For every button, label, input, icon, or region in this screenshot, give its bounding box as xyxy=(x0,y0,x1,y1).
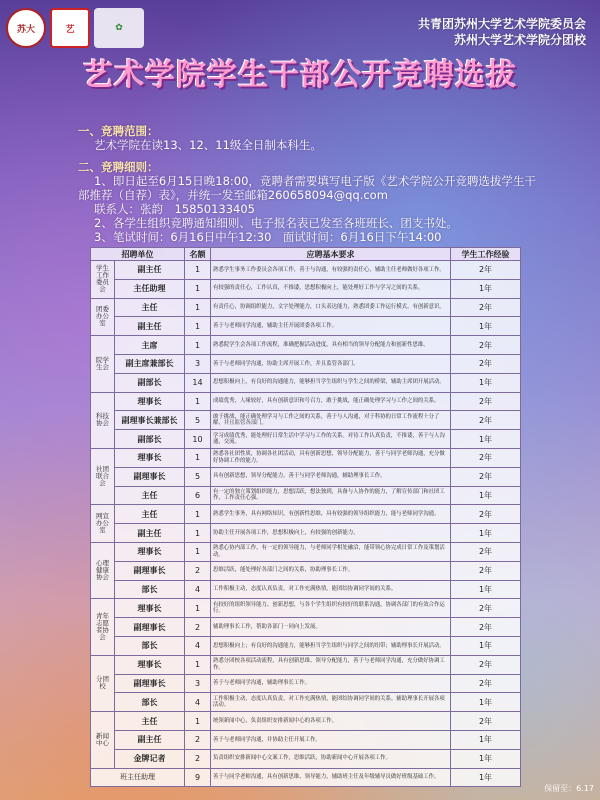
unit-cell: 团委办公室 xyxy=(91,298,115,336)
table-row xyxy=(91,411,521,430)
requirement-cell: 学习成绩优秀，能处理好日常生活中学习与工作的关系。对待工作认真负责，不推诿，善于与人沟通，交流。 xyxy=(211,430,451,449)
count-cell: 1 xyxy=(185,599,211,618)
requirement-cell: 有较强的责任心，工作认真，不推诿，思想积极向上，能处理好工作与学习之间的关系。 xyxy=(211,279,451,298)
experience-cell: 2年 xyxy=(451,618,521,637)
table-row xyxy=(91,712,521,731)
art-college-logo-icon: 艺 xyxy=(50,8,90,48)
requirement-cell: 思维活跃，能处理好各部门之间的关系，协助理事长工作。 xyxy=(211,561,451,580)
count-cell: 4 xyxy=(185,580,211,599)
experience-cell: 2年 xyxy=(451,392,521,411)
table-row xyxy=(91,336,521,355)
position-cell: 部长 xyxy=(115,693,185,712)
header-experience: 学生工作经验 xyxy=(451,248,521,261)
logo-group xyxy=(6,8,144,48)
position-cell: 部长 xyxy=(115,580,185,599)
position-cell: 副主任 xyxy=(115,317,185,336)
scope-section xyxy=(78,124,538,152)
experience-cell: 1年 xyxy=(451,693,521,712)
count-cell: 1 xyxy=(185,542,211,561)
position-cell: 副部长 xyxy=(115,430,185,449)
table-row xyxy=(91,486,521,505)
table-row xyxy=(91,580,521,599)
table-row xyxy=(91,655,521,674)
experience-cell: 1年 xyxy=(451,373,521,392)
unit-cell: 青年志愿者协会 xyxy=(91,599,115,655)
requirement-cell: 负责组织安排新闻中心文案工作，思维活跃，协助新闻中心开展各项工作。 xyxy=(211,749,451,768)
experience-cell: 1年 xyxy=(451,430,521,449)
count-cell: 1 xyxy=(185,655,211,674)
requirement-cell: 工作积极主动，态度认真负责，对工作充满热情，能团结协调同学间的关系。 xyxy=(211,580,451,599)
details-heading: 二、竞聘细则： xyxy=(78,160,159,174)
table-row xyxy=(91,636,521,655)
count-cell: 1 xyxy=(185,448,211,467)
branch-school-logo-icon: ✿ xyxy=(94,8,144,48)
table-row xyxy=(91,317,521,336)
experience-cell: 1年 xyxy=(451,749,521,768)
organizer-text xyxy=(418,16,586,48)
position-cell: 副理事长 xyxy=(115,467,185,486)
count-cell: 1 xyxy=(185,261,211,280)
experience-cell: 2年 xyxy=(451,561,521,580)
count-cell: 4 xyxy=(185,636,211,655)
details-item-2: 2、各学生组织竞聘通知细则、电子报名表已发至各班班长、团支书处。 xyxy=(94,216,458,230)
header-count: 名额 xyxy=(185,248,211,261)
table-row xyxy=(91,354,521,373)
position-cell: 主任 xyxy=(115,505,185,524)
position-cell: 金牌记者 xyxy=(115,749,185,768)
table-row xyxy=(91,599,521,618)
requirement-cell: 成绩优秀，人缘较好，具有创新意识和号召力，敢于挑战，能正确处理学习与工作之间的关系。 xyxy=(211,392,451,411)
table-row xyxy=(91,279,521,298)
position-cell: 主任 xyxy=(115,712,185,731)
table-row xyxy=(91,505,521,524)
poster-title: 艺术学院学生干部公开竞聘选拔 xyxy=(83,58,517,93)
count-cell: 9 xyxy=(185,768,211,787)
unit-cell: 院学生会 xyxy=(91,336,115,392)
position-cell: 主任 xyxy=(115,298,185,317)
experience-cell: 2年 xyxy=(451,712,521,731)
experience-cell: 1年 xyxy=(451,768,521,787)
experience-cell: 2年 xyxy=(451,354,521,373)
unit-cell: 班主任助理 xyxy=(91,768,185,787)
table-body xyxy=(91,261,521,787)
table-row xyxy=(91,298,521,317)
table-row xyxy=(91,467,521,486)
count-cell: 2 xyxy=(185,730,211,749)
position-cell: 副主任 xyxy=(115,261,185,280)
requirement-cell: 有一定的独立策划组织能力，思想活跃，想法独到，具备与人协作的能力，了解宣传部门和社团工作，工作责任心强。 xyxy=(211,486,451,505)
position-cell: 副理事长 xyxy=(115,618,185,637)
count-cell: 4 xyxy=(185,693,211,712)
position-cell: 理事长 xyxy=(115,599,185,618)
count-cell: 3 xyxy=(185,674,211,693)
requirement-cell: 有较好的组织领导能力、创新思想，与各个学生组织有较好的联系沟通，协调各部门的有效合作运行。 xyxy=(211,599,451,618)
requirement-cell: 熟悉分团校各项活动流程，具有创新思维、领导分配能力，善于与老师同学沟通，充分做好协调工作。 xyxy=(211,655,451,674)
details-section xyxy=(78,160,538,244)
count-cell: 5 xyxy=(185,411,211,430)
table-row xyxy=(91,261,521,280)
experience-cell: 2年 xyxy=(451,411,521,430)
experience-cell: 2年 xyxy=(451,655,521,674)
unit-cell: 学生工作委员会 xyxy=(91,261,115,299)
requirement-cell: 熟悉各社团性质，协调各社团活动，具有创新思想，领导分配能力，善于与同学老师沟通，充分做好协调工作的能力。 xyxy=(211,448,451,467)
table-row xyxy=(91,373,521,392)
requirement-cell: 敢于挑战，能正确处理学习与工作之间的关系，善于与人沟通，对于科协的日常工作流程十分了解，并且监管各部门。 xyxy=(211,411,451,430)
position-cell: 副理事长 xyxy=(115,561,185,580)
experience-cell: 1年 xyxy=(451,317,521,336)
count-cell: 1 xyxy=(185,279,211,298)
table-row xyxy=(91,542,521,561)
table-row xyxy=(91,618,521,637)
count-cell: 6 xyxy=(185,486,211,505)
count-cell: 1 xyxy=(185,317,211,336)
position-cell: 理事长 xyxy=(115,655,185,674)
position-cell: 部长 xyxy=(115,636,185,655)
experience-cell: 2年 xyxy=(451,448,521,467)
experience-cell: 1年 xyxy=(451,636,521,655)
position-cell: 副主任 xyxy=(115,524,185,543)
count-cell: 1 xyxy=(185,392,211,411)
details-item-1: 1、即日起至6月15日晚18:00，竞聘者需要填写电子版《艺术学院公开竞聘选拔学生干部推荐（自荐）表》，并统一发至邮箱260658094@qq.com xyxy=(78,174,536,202)
requirement-cell: 有责任心，协调组织能力，文字处理能力，口头表达能力，熟悉团委工作运行模式，有创新意识。 xyxy=(211,298,451,317)
requirement-cell: 思想积极向上，有良好的沟通能力，能够担当学生组织与学生之间的桥梁，辅助主席团开展活动。 xyxy=(211,373,451,392)
recruitment-table xyxy=(90,247,521,787)
count-cell: 2 xyxy=(185,618,211,637)
position-cell: 副理事长 xyxy=(115,674,185,693)
count-cell: 1 xyxy=(185,712,211,731)
position-cell: 理事长 xyxy=(115,392,185,411)
position-cell: 副主席兼部长 xyxy=(115,354,185,373)
requirement-cell: 善于与老师同学沟通，并协助主任开展工作。 xyxy=(211,730,451,749)
requirement-cell: 熟悉院学生会各项工作流程，准确把握活动进度，具有相当的领导分配能力和创新性思维。 xyxy=(211,336,451,355)
requirement-cell: 善于与老师同学沟通，协助主席开展工作，并且监管各部门。 xyxy=(211,354,451,373)
count-cell: 1 xyxy=(185,336,211,355)
requirement-cell: 熟悉心协内部工作，有一定的领导能力，与老师同学相处融洽，能带领心协完成日常工作及策划活动。 xyxy=(211,542,451,561)
requirement-cell: 具有创新思想，领导分配能力，善于与同学老师沟通，辅助理事长工作。 xyxy=(211,467,451,486)
unit-cell: 分团校 xyxy=(91,655,115,711)
unit-cell: 心理健康协会 xyxy=(91,542,115,598)
experience-cell: 2年 xyxy=(451,599,521,618)
table-row xyxy=(91,448,521,467)
requirement-cell: 辅助理事长工作，帮助各部门一同向上发展。 xyxy=(211,618,451,637)
position-cell: 主任 xyxy=(115,486,185,505)
experience-cell: 2年 xyxy=(451,542,521,561)
experience-cell: 2年 xyxy=(451,467,521,486)
table-header-row xyxy=(91,248,521,261)
scope-heading: 一、竞聘范围： xyxy=(78,124,159,138)
position-cell: 理事长 xyxy=(115,448,185,467)
scope-text: 艺术学院在读13、12、11级全日制本科生。 xyxy=(94,138,322,152)
organizer-line-1: 共青团苏州大学艺术学院委员会 xyxy=(417,17,586,31)
requirement-cell: 思想积极向上；有良好的沟通能力，能够担当学生组织与同学之间的纽带；辅助理事长开展活动。 xyxy=(211,636,451,655)
position-cell: 主任助理 xyxy=(115,279,185,298)
count-cell: 1 xyxy=(185,505,211,524)
table-row xyxy=(91,768,521,787)
position-cell: 主席 xyxy=(115,336,185,355)
table-row xyxy=(91,392,521,411)
experience-cell: 2年 xyxy=(451,505,521,524)
university-seal-icon: 苏大 xyxy=(6,8,46,48)
count-cell: 2 xyxy=(185,561,211,580)
position-cell: 副主任 xyxy=(115,730,185,749)
table-row xyxy=(91,749,521,768)
contact-line: 联系人：张韵 15850133405 xyxy=(94,202,255,216)
position-cell: 副部长 xyxy=(115,373,185,392)
table-row xyxy=(91,561,521,580)
requirement-cell: 统领新闻中心，负责组织安排新闻中心的各项工作。 xyxy=(211,712,451,731)
requirement-cell: 熟悉学生事务工作委员会各项工作，善于与沟通，有较强的责任心，辅助主任老师做好各项工作。 xyxy=(211,261,451,280)
position-cell: 理事长 xyxy=(115,542,185,561)
count-cell: 14 xyxy=(185,373,211,392)
organizer-line-2: 苏州大学艺术学院分团校 xyxy=(453,33,586,47)
experience-cell: 1年 xyxy=(451,730,521,749)
requirement-cell: 善于与同学老师沟通，具有创新思维、领导能力，辅助班主任及年级辅导员做好班级基础工作。 xyxy=(211,768,451,787)
experience-cell: 2年 xyxy=(451,336,521,355)
requirement-cell: 善于与老师同学沟通，辅助主任开展团委各项工作。 xyxy=(211,317,451,336)
experience-cell: 1年 xyxy=(451,486,521,505)
experience-cell: 1年 xyxy=(451,580,521,599)
table-row xyxy=(91,730,521,749)
experience-cell: 2年 xyxy=(451,298,521,317)
unit-cell: 网宣办公室 xyxy=(91,505,115,543)
table-row xyxy=(91,674,521,693)
requirement-cell: 协助主任开展各项工作，思想积极向上，有较强的创新能力。 xyxy=(211,524,451,543)
experience-cell: 1年 xyxy=(451,524,521,543)
count-cell: 1 xyxy=(185,524,211,543)
unit-cell: 社团联合会 xyxy=(91,448,115,504)
experience-cell: 2年 xyxy=(451,261,521,280)
experience-cell: 1年 xyxy=(451,279,521,298)
experience-cell: 2年 xyxy=(451,674,521,693)
requirement-cell: 熟悉学生事务，具有网络知识，有创新性思维，具有较强的领导组织能力，能与老师同学沟通。 xyxy=(211,505,451,524)
header-unit: 招聘单位 xyxy=(91,248,185,261)
requirement-cell: 工作积极主动，态度认真负责，对工作充满热情，能团结协调同学间的关系。辅助理事长开展各项活动。 xyxy=(211,693,451,712)
table-row xyxy=(91,430,521,449)
footer-note: 保留至：6.17 xyxy=(544,784,594,793)
count-cell: 2 xyxy=(185,749,211,768)
position-cell: 副理事长兼部长 xyxy=(115,411,185,430)
requirement-cell: 善于与老师同学沟通，辅助理事长工作。 xyxy=(211,674,451,693)
details-item-3: 3、笔试时间：6月16日中午12:30 面试时间：6月16日下午14:00 xyxy=(94,230,442,244)
unit-cell: 科技协会 xyxy=(91,392,115,448)
count-cell: 5 xyxy=(185,467,211,486)
count-cell: 1 xyxy=(185,298,211,317)
count-cell: 10 xyxy=(185,430,211,449)
table-row xyxy=(91,693,521,712)
count-cell: 3 xyxy=(185,354,211,373)
table-row xyxy=(91,524,521,543)
header-requirement: 应聘基本要求 xyxy=(211,248,451,261)
unit-cell: 新闻中心 xyxy=(91,712,115,768)
